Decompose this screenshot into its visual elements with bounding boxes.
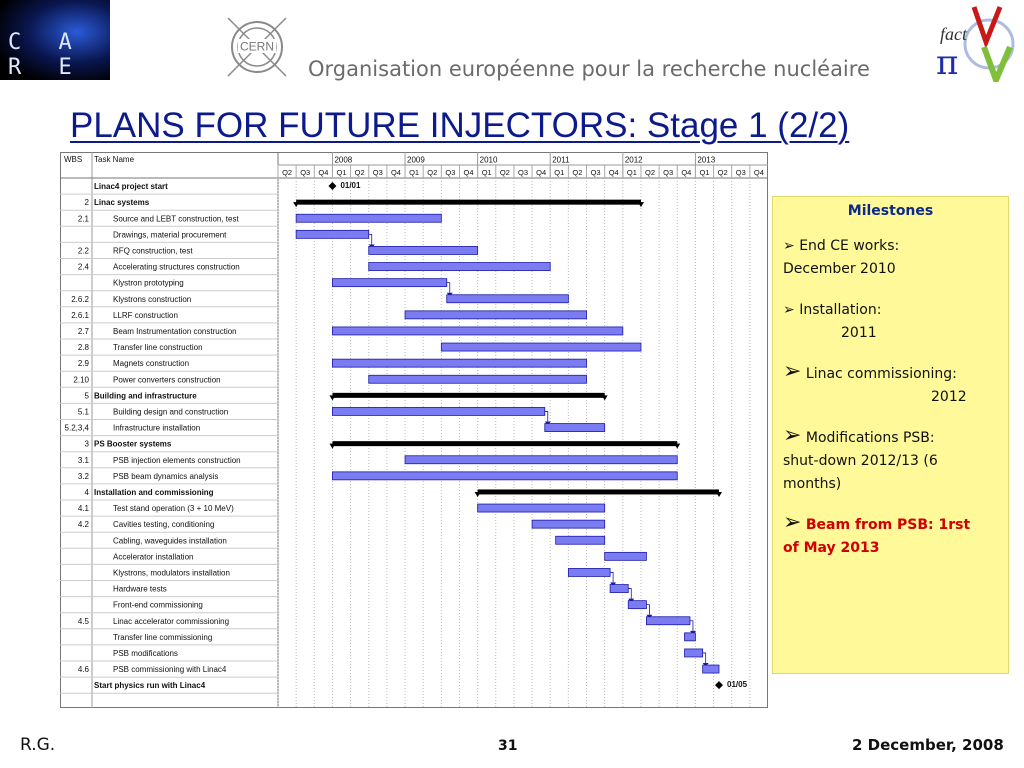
task-name-cell: PSB commissioning with Linac4 <box>113 665 227 675</box>
quarter-label: Q2 <box>354 168 365 177</box>
task-name-cell: Magnets construction <box>113 359 190 369</box>
quarter-label: Q4 <box>608 168 619 177</box>
task-name-cell: Installation and commissioning <box>94 487 214 497</box>
wbs-cell: 2.6.2 <box>71 294 89 304</box>
quarter-label: Q2 <box>282 168 293 177</box>
bullet-arrow-icon: ➢ <box>783 302 795 318</box>
task-bar <box>478 504 605 512</box>
wbs-cell: 2.4 <box>77 262 89 272</box>
wbs-cell: 2.9 <box>77 359 89 369</box>
quarter-label: Q4 <box>390 168 401 177</box>
task-name-cell: Accelerator installation <box>113 552 194 562</box>
wbs-cell: 2.8 <box>77 343 89 353</box>
summary-bar <box>332 393 604 398</box>
task-name-cell: Transfer line commissioning <box>113 632 213 642</box>
task-name-cell: Cavities testing, conditioning <box>113 520 215 530</box>
task-bar <box>296 230 369 238</box>
task-name-cell: Klystrons construction <box>113 294 192 304</box>
quarter-label: Q1 <box>409 168 420 177</box>
wbs-cell: 5.2,3,4 <box>64 423 89 433</box>
task-bar <box>332 472 677 480</box>
wbs-cell: 4.1 <box>77 504 89 514</box>
milestone-modifications-psb: ➢ Modifications PSB: shut-down 2012/13 (6 months) <box>783 423 938 492</box>
bullet-arrow-icon: ➢ <box>783 238 795 254</box>
wbs-cell: 2.10 <box>73 375 89 385</box>
bullet-arrow-icon: ➢ <box>783 510 802 535</box>
quarter-label: Q1 <box>336 168 347 177</box>
year-label: 2011 <box>552 155 570 165</box>
quarter-label: Q4 <box>753 168 764 177</box>
task-name-cell: Klystron prototyping <box>113 278 184 288</box>
quarter-label: Q4 <box>681 168 692 177</box>
quarter-label: Q2 <box>427 168 438 177</box>
quarter-label: Q4 <box>463 168 474 177</box>
wbs-cell: 4.5 <box>77 616 89 626</box>
gantt-chart <box>60 152 768 708</box>
task-name-cell: PSB modifications <box>113 648 178 658</box>
milestones-box <box>772 196 1009 674</box>
summary-bar <box>332 441 677 446</box>
task-name-cell: Drawings, material procurement <box>113 230 227 240</box>
task-bar <box>369 263 550 271</box>
task-name-cell: Start physics run with Linac4 <box>94 681 206 691</box>
quarter-label: Q2 <box>572 168 583 177</box>
task-name-cell: RFQ construction, test <box>113 246 193 256</box>
wbs-cell: 2.6.1 <box>71 310 89 320</box>
fact-logo-text: fact <box>940 24 967 44</box>
care-logo-text: C A R E <box>8 30 84 80</box>
milestone-end-ce-works: ➢ End CE works: December 2010 <box>783 238 900 277</box>
wbs-cell: 4.2 <box>77 520 89 530</box>
wbs-cell: 3.2 <box>77 471 89 481</box>
task-bar <box>369 375 587 383</box>
footer-page-number: 31 <box>498 738 518 754</box>
task-bar <box>556 536 605 544</box>
wbs-cell: 2.7 <box>77 326 89 336</box>
task-name-cell: Infrastructure installation <box>113 423 201 433</box>
task-name-cell: Source and LEBT construction, test <box>113 214 239 224</box>
task-bar <box>332 279 446 287</box>
wbs-cell: 2.1 <box>77 214 89 224</box>
year-label: 2008 <box>334 155 353 165</box>
task-name-cell: Accelerating structures construction <box>113 262 240 272</box>
task-bar <box>685 649 703 657</box>
wbs-cell: 5.1 <box>77 407 89 417</box>
milestone-date-label: 01/01 <box>340 181 361 191</box>
milestones-heading: Milestones <box>847 203 934 219</box>
task-name-cell: Linac accelerator commissioning <box>113 616 230 626</box>
task-bar <box>610 585 628 593</box>
milestone-installation: ➢ Installation: 2011 <box>783 302 882 341</box>
wbs-cell: 4 <box>84 487 89 497</box>
summary-bar <box>296 200 641 205</box>
year-label: 2010 <box>479 155 498 165</box>
task-name-cell: Front-end commissioning <box>113 600 203 610</box>
milestone-linac-commissioning: ➢ Linac commissioning: 2012 <box>783 359 967 405</box>
task-name-cell: Cabling, waveguides installation <box>113 536 227 546</box>
quarter-label: Q3 <box>590 168 601 177</box>
task-bar <box>441 343 641 351</box>
task-bar <box>628 601 646 609</box>
wbs-cell: 3.1 <box>77 455 89 465</box>
task-bar <box>605 552 647 560</box>
wbs-cell: 2.2 <box>77 246 89 256</box>
task-bar <box>405 456 677 464</box>
task-name-cell: Building and infrastructure <box>94 391 197 401</box>
task-name-cell: PSB beam dynamics analysis <box>113 471 219 481</box>
care-logo <box>0 0 110 80</box>
task-name-cell: Building design and construction <box>113 407 229 417</box>
task-bar <box>296 214 441 222</box>
quarter-label: Q3 <box>300 168 311 177</box>
task-name-cell: Hardware tests <box>113 584 167 594</box>
task-name-cell: Linac systems <box>94 198 150 208</box>
wbs-cell: 5 <box>84 391 89 401</box>
milestone-date-label: 01/05 <box>727 680 748 690</box>
task-bar <box>332 327 622 335</box>
task-name-cell: PS Booster systems <box>94 439 172 449</box>
task-name-header: Task Name <box>94 155 135 164</box>
quarter-label: Q2 <box>645 168 656 177</box>
task-bar <box>447 295 569 303</box>
bullet-arrow-icon: ➢ <box>783 423 802 448</box>
year-label: 2009 <box>407 155 425 165</box>
task-name-cell: Test stand operation (3 + 10 MeV) <box>113 504 234 514</box>
task-bar <box>332 359 586 367</box>
quarter-label: Q2 <box>717 168 728 177</box>
quarter-label: Q4 <box>318 168 329 177</box>
task-bar <box>646 617 690 625</box>
quarter-label: Q1 <box>481 168 492 177</box>
task-bar <box>703 665 719 673</box>
footer-author: R.G. <box>20 735 56 755</box>
cern-logo-text: CERN <box>239 39 275 54</box>
task-bar <box>369 246 478 254</box>
year-label: 2012 <box>624 155 643 165</box>
quarter-label: Q1 <box>699 168 710 177</box>
quarter-label: Q1 <box>626 168 637 177</box>
year-label: 2013 <box>697 155 716 165</box>
fact-logo <box>934 2 1020 82</box>
quarter-label: Q3 <box>445 168 456 177</box>
slide-title: PLANS FOR FUTURE INJECTORS: Stage 1 (2/2) <box>70 106 850 145</box>
task-bar <box>405 311 586 319</box>
wbs-header: WBS <box>64 155 83 164</box>
task-bar <box>545 424 605 432</box>
quarter-label: Q3 <box>735 168 746 177</box>
task-bar <box>332 407 544 415</box>
cern-logo <box>222 12 292 82</box>
quarter-label: Q3 <box>372 168 383 177</box>
quarter-label: Q1 <box>554 168 565 177</box>
wbs-cell: 2 <box>84 198 89 208</box>
task-bar <box>568 568 610 576</box>
footer-date: 2 December, 2008 <box>852 736 1004 754</box>
quarter-label: Q4 <box>536 168 547 177</box>
organisation-name: Organisation européenne pour la recherche nucléaire <box>308 57 870 81</box>
wbs-cell: 3 <box>84 439 89 449</box>
task-name-cell: Linac4 project start <box>94 182 168 192</box>
task-name-cell: Transfer line construction <box>113 343 203 353</box>
quarter-label: Q3 <box>663 168 674 177</box>
task-name-cell: LLRF construction <box>113 310 178 320</box>
svg-text:π: π <box>936 43 959 82</box>
task-name-cell: Power converters construction <box>113 375 221 385</box>
task-name-cell: PSB injection elements construction <box>113 455 241 465</box>
quarter-label: Q3 <box>517 168 529 177</box>
task-bar <box>685 633 696 641</box>
quarter-label: Q2 <box>499 168 510 177</box>
task-name-cell: Beam Instrumentation construction <box>113 326 237 336</box>
bullet-arrow-icon: ➢ <box>783 359 802 384</box>
wbs-cell: 4.6 <box>77 665 89 675</box>
summary-bar <box>478 489 719 494</box>
milestone-beam-from-psb: ➢ Beam from PSB: 1rst of May 2013 <box>783 510 971 556</box>
task-name-cell: Klystrons, modulators installation <box>113 568 230 578</box>
task-bar <box>532 520 605 528</box>
